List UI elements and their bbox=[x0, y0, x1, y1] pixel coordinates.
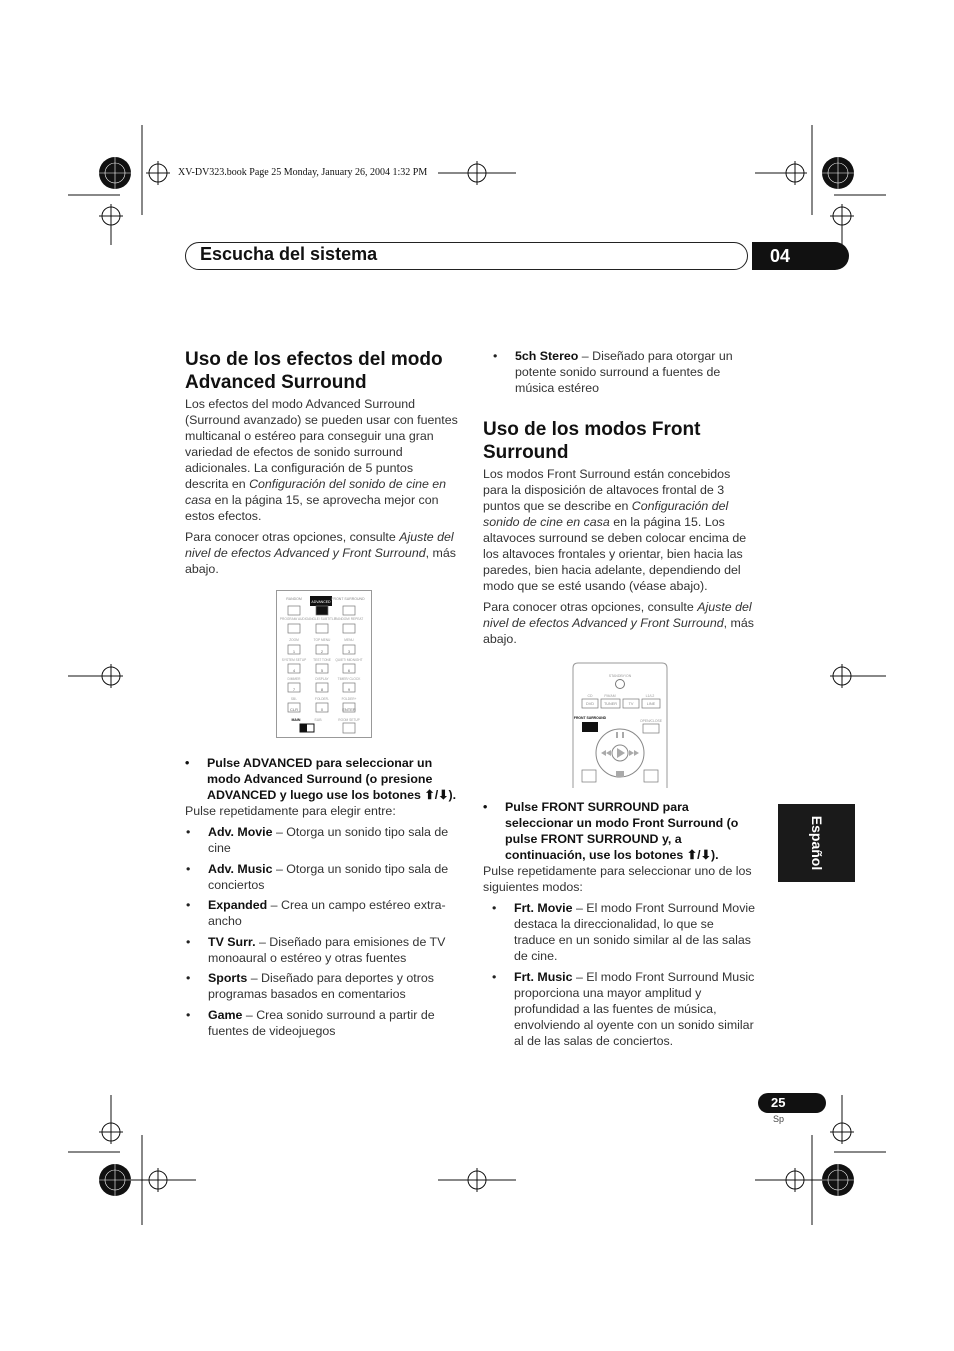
remote-label: ZOOM bbox=[289, 638, 299, 642]
language-tab bbox=[778, 804, 855, 882]
remote-label: CD bbox=[587, 694, 593, 698]
remote-label: MAIN bbox=[291, 718, 301, 722]
remote-illustration-advanced bbox=[276, 590, 372, 738]
remote-label: SYSTEM SETUP bbox=[281, 658, 307, 662]
front-intro: Los modos Front Surround están concebidos para la disposición de altavoces frontal de 3 puntos que se describe en Configuración del sonido de cine en casa en la página 15. Los altavoces surround se deben colocar encima de los altavoces frontales y orientar, bien hacia las paredes, bien hacia adelante, dependiendo del modo que se esté usando (véase abajo). bbox=[483, 467, 747, 593]
remote-label: 4 bbox=[292, 668, 296, 673]
remote-label: TV bbox=[628, 702, 634, 706]
remote-label: FRONT SURROUND bbox=[331, 597, 365, 601]
front-mode-list bbox=[492, 900, 757, 1049]
advanced-intro: Los efectos del modo Advanced Surround (Surround avanzado) se pueden usar con fuentes multicanal o estéreo para conseguir una gran variedad de efectos de sonido surround adicionales. La configuración de 5 puntos descrita en Configuración del sonido de cine en casa en la página 15, se aprovecha mejor con estos efectos. bbox=[185, 397, 458, 523]
list-item: • Sports – Diseñado para deportes y otros programas basados en comentarios bbox=[186, 970, 459, 1002]
chapter-title: Escucha del sistema bbox=[200, 244, 378, 264]
remote-label: DIMMER bbox=[287, 677, 301, 681]
standby-button bbox=[616, 680, 625, 689]
remote-label: SUB bbox=[314, 718, 322, 722]
remote-label: 1 bbox=[292, 649, 296, 654]
list-item: • Expanded – Crea un campo estéreo extra-ancho bbox=[186, 897, 459, 929]
list-item: • Adv. Music – Otorga un sonido tipo sala de conciertos bbox=[186, 861, 459, 893]
advanced-see-also: Para conocer otras opciones, consulte Ajuste del nivel de efectos Advanced y Front Surround, más abajo. bbox=[185, 530, 456, 576]
front-see-also: Para conocer otras opciones, consulte Ajuste del nivel de efectos Advanced y Front Surround, más abajo. bbox=[483, 600, 754, 646]
list-item: • Game – Crea sonido surround a partir de fuentes de videojuegos bbox=[186, 1007, 459, 1039]
list-item: • 5ch Stereo – Diseñado para otorgar un potente sonido surround a fuentes de música estéreo bbox=[493, 348, 758, 396]
front-surround-button bbox=[582, 722, 598, 732]
remote-label: 9 bbox=[347, 687, 351, 692]
remote-label: ANGLE/ SUBTITLE bbox=[308, 617, 336, 621]
chapter-number: 04 bbox=[752, 242, 849, 270]
front-surround-section bbox=[483, 418, 757, 647]
remote-label: TIMER/ CLOCK bbox=[337, 677, 361, 681]
remote-label: FRONT SURROUND bbox=[573, 716, 607, 720]
remote-label: ROOM SETUP bbox=[338, 718, 360, 722]
section-heading-front: Uso de los modos Front Surround bbox=[483, 419, 701, 463]
remote-label: TOP MENU bbox=[313, 638, 331, 642]
front-instruction-sub: Pulse repetidamente para seleccionar uno de los siguientes modos: bbox=[483, 864, 752, 894]
remote-label: 8 bbox=[320, 687, 324, 692]
advanced-mode-list bbox=[186, 824, 459, 1039]
remote-label: TEST TONE bbox=[313, 658, 331, 662]
remote-label: SB/- bbox=[290, 697, 298, 701]
remote-label: PROGRAM/ AUDIO bbox=[279, 617, 309, 621]
file-header: XV-DV323.book Page 25 Monday, January 26, 2004 1:32 PM bbox=[178, 167, 428, 178]
remote-label: 5 bbox=[320, 668, 324, 673]
remote-label: 6 bbox=[347, 668, 351, 673]
remote-label: ENTER bbox=[342, 707, 356, 712]
language-label: Español bbox=[808, 815, 825, 871]
left-column bbox=[185, 348, 459, 577]
remote-label: DISPLAY bbox=[315, 677, 329, 681]
remote-label: 7 bbox=[292, 687, 296, 692]
remote-label: ADVANCED bbox=[311, 600, 331, 604]
remote-label: TUNER bbox=[603, 702, 618, 706]
remote-label: OPEN/CLOSE bbox=[639, 719, 663, 723]
front-instructions bbox=[483, 799, 757, 1053]
remote-label: MENU bbox=[344, 638, 354, 642]
list-item: • TV Surr. – Diseñado para emisiones de TV monoaural o estéreo y otras fuentes bbox=[186, 934, 459, 966]
remote-label: 3 bbox=[347, 649, 351, 654]
advanced-instruction: • Pulse ADVANCED para seleccionar un modo Advanced Surround (o presione ADVANCED y luego use los botones ⬆/⬇). bbox=[185, 756, 457, 802]
remote-label: DVD bbox=[585, 702, 595, 706]
section-heading-advanced: Uso de los efectos del modo Advanced Surround bbox=[185, 349, 443, 393]
remote-label: LINE bbox=[646, 702, 656, 706]
remote-label: 2 bbox=[320, 649, 324, 654]
right-column bbox=[484, 348, 758, 401]
remote-label: RANDOM bbox=[286, 597, 302, 601]
remote-label: 0 bbox=[320, 707, 324, 712]
remote-label: RANDOM/ REPEAT bbox=[334, 617, 364, 621]
top-mode-list bbox=[493, 348, 758, 396]
remote-label: FOLDER- bbox=[315, 697, 329, 701]
remote-label: CLR bbox=[289, 707, 299, 712]
advanced-instructions bbox=[185, 755, 459, 1043]
remote-label: QUIET/ MIDNIGHT bbox=[335, 658, 363, 662]
remote-label: FOLDER+ bbox=[341, 697, 357, 701]
remote-label: L1/L2 bbox=[645, 694, 655, 698]
front-instruction: • Pulse FRONT SURROUND para seleccionar un modo Front Surround (o pulse FRONT SURROUND y, a continuación, use los botones ⬆/⬇). bbox=[483, 800, 739, 862]
remote-label: FM/AM bbox=[604, 694, 616, 698]
list-item: • Frt. Movie – El modo Front Surround Movie destaca la direccionalidad, lo que se traduce en un sonido similar al de las salas de cine. bbox=[492, 900, 757, 964]
advanced-instruction-sub: Pulse repetidamente para elegir entre: bbox=[185, 804, 396, 818]
remote-illustration-front bbox=[572, 662, 668, 788]
page-number: 25 bbox=[758, 1093, 826, 1113]
page-language: Sp bbox=[773, 1114, 785, 1124]
remote-label: STANDBY/ON bbox=[608, 674, 632, 678]
list-item: • Adv. Movie – Otorga un sonido tipo sala de cine bbox=[186, 824, 459, 856]
list-item: • Frt. Music – El modo Front Surround Music proporciona una mayor amplitud y profundidad a las fuentes de música, envolviendo al oyente con un sonido similar al de las salas de conciertos. bbox=[492, 969, 757, 1049]
